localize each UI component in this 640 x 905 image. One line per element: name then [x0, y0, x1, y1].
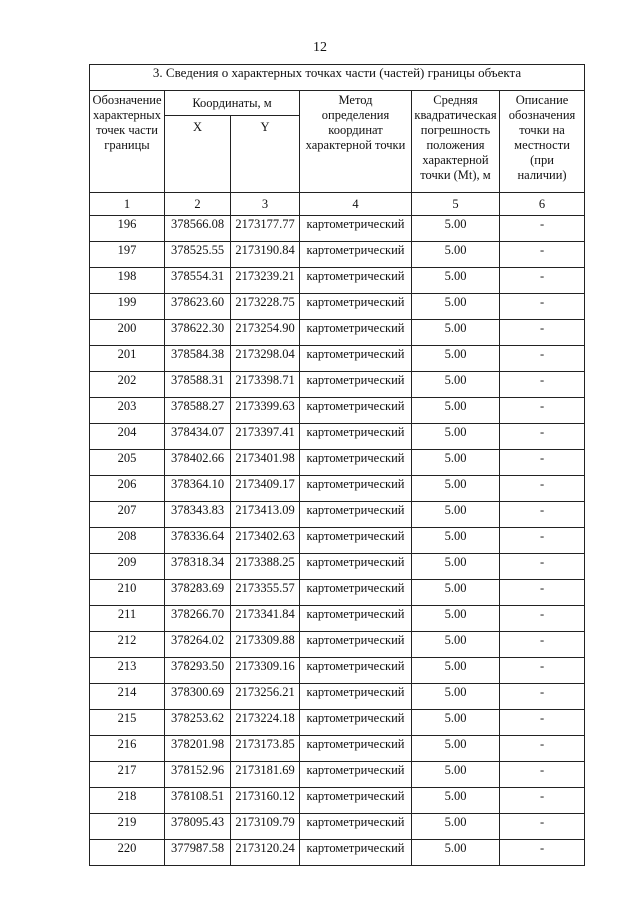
cell-point-number: 215 — [90, 710, 165, 736]
cell-x: 378588.27 — [165, 398, 231, 424]
header-description: Описание обозначения точки на местности (при наличии) — [500, 91, 585, 193]
cell-y: 2173224.18 — [231, 710, 300, 736]
cell-y: 2173355.57 — [231, 580, 300, 606]
cell-point-number: 212 — [90, 632, 165, 658]
cell-error: 5.00 — [412, 762, 500, 788]
table-row — [90, 294, 585, 320]
cell-x: 378554.31 — [165, 268, 231, 294]
cell-method: картометрический — [300, 658, 412, 684]
cell-description: - — [500, 788, 585, 814]
cell-error: 5.00 — [412, 658, 500, 684]
table-row — [90, 268, 585, 294]
cell-description: - — [500, 736, 585, 762]
column-numbers-row — [90, 193, 585, 216]
table-row — [90, 372, 585, 398]
cell-description: - — [500, 632, 585, 658]
table-row — [90, 788, 585, 814]
cell-x: 378622.30 — [165, 320, 231, 346]
cell-x: 378434.07 — [165, 424, 231, 450]
cell-method: картометрический — [300, 424, 412, 450]
cell-error: 5.00 — [412, 398, 500, 424]
cell-x: 378095.43 — [165, 814, 231, 840]
cell-error: 5.00 — [412, 814, 500, 840]
cell-description: - — [500, 216, 585, 242]
cell-point-number: 219 — [90, 814, 165, 840]
cell-error: 5.00 — [412, 840, 500, 866]
cell-description: - — [500, 762, 585, 788]
cell-y: 2173298.04 — [231, 346, 300, 372]
table-row — [90, 502, 585, 528]
cell-method: картометрический — [300, 528, 412, 554]
cell-method: картометрический — [300, 788, 412, 814]
cell-point-number: 216 — [90, 736, 165, 762]
cell-y: 2173254.90 — [231, 320, 300, 346]
table-row — [90, 632, 585, 658]
cell-method: картометрический — [300, 736, 412, 762]
cell-description: - — [500, 840, 585, 866]
cell-point-number: 209 — [90, 554, 165, 580]
cell-y: 2173309.88 — [231, 632, 300, 658]
table-row — [90, 684, 585, 710]
cell-point-number: 217 — [90, 762, 165, 788]
cell-y: 2173401.98 — [231, 450, 300, 476]
cell-description: - — [500, 320, 585, 346]
cell-error: 5.00 — [412, 554, 500, 580]
cell-description: - — [500, 476, 585, 502]
cell-point-number: 218 — [90, 788, 165, 814]
cell-x: 378201.98 — [165, 736, 231, 762]
cell-y: 2173341.84 — [231, 606, 300, 632]
cell-y: 2173402.63 — [231, 528, 300, 554]
cell-method: картометрический — [300, 502, 412, 528]
table-row — [90, 658, 585, 684]
cell-y: 2173413.09 — [231, 502, 300, 528]
cell-x: 378266.70 — [165, 606, 231, 632]
cell-description: - — [500, 294, 585, 320]
cell-point-number: 200 — [90, 320, 165, 346]
cell-y: 2173190.84 — [231, 242, 300, 268]
cell-x: 378566.08 — [165, 216, 231, 242]
cell-point-number: 208 — [90, 528, 165, 554]
cell-description: - — [500, 658, 585, 684]
table-row — [90, 216, 585, 242]
cell-method: картометрический — [300, 450, 412, 476]
cell-description: - — [500, 814, 585, 840]
cell-error: 5.00 — [412, 580, 500, 606]
header-y: Y — [231, 116, 300, 193]
cell-error: 5.00 — [412, 320, 500, 346]
header-error: Средняя квадратическая погрешность положения характерной точки (Mt), м — [412, 91, 500, 193]
cell-description: - — [500, 580, 585, 606]
column-number: 1 — [90, 193, 165, 216]
cell-x: 378336.64 — [165, 528, 231, 554]
cell-x: 378525.55 — [165, 242, 231, 268]
table-row — [90, 528, 585, 554]
cell-method: картометрический — [300, 710, 412, 736]
cell-method: картометрический — [300, 268, 412, 294]
header-x: X — [165, 116, 231, 193]
cell-x: 378364.10 — [165, 476, 231, 502]
cell-x: 378588.31 — [165, 372, 231, 398]
cell-description: - — [500, 450, 585, 476]
cell-method: картометрический — [300, 294, 412, 320]
cell-method: картометрический — [300, 476, 412, 502]
table-row — [90, 424, 585, 450]
cell-error: 5.00 — [412, 632, 500, 658]
cell-error: 5.00 — [412, 710, 500, 736]
cell-error: 5.00 — [412, 684, 500, 710]
cell-error: 5.00 — [412, 268, 500, 294]
cell-method: картометрический — [300, 762, 412, 788]
cell-description: - — [500, 710, 585, 736]
cell-y: 2173398.71 — [231, 372, 300, 398]
cell-error: 5.00 — [412, 450, 500, 476]
cell-y: 2173228.75 — [231, 294, 300, 320]
cell-y: 2173177.77 — [231, 216, 300, 242]
table-row — [90, 736, 585, 762]
cell-method: картометрический — [300, 840, 412, 866]
cell-point-number: 204 — [90, 424, 165, 450]
cell-point-number: 210 — [90, 580, 165, 606]
cell-point-number: 202 — [90, 372, 165, 398]
cell-y: 2173256.21 — [231, 684, 300, 710]
cell-point-number: 199 — [90, 294, 165, 320]
table-row — [90, 554, 585, 580]
column-number: 6 — [500, 193, 585, 216]
cell-point-number: 203 — [90, 398, 165, 424]
table-row — [90, 346, 585, 372]
cell-error: 5.00 — [412, 372, 500, 398]
cell-x: 378318.34 — [165, 554, 231, 580]
cell-point-number: 206 — [90, 476, 165, 502]
cell-y: 2173239.21 — [231, 268, 300, 294]
cell-error: 5.00 — [412, 502, 500, 528]
cell-y: 2173309.16 — [231, 658, 300, 684]
cell-point-number: 197 — [90, 242, 165, 268]
cell-point-number: 207 — [90, 502, 165, 528]
cell-description: - — [500, 606, 585, 632]
cell-point-number: 214 — [90, 684, 165, 710]
cell-y: 2173409.17 — [231, 476, 300, 502]
cell-y: 2173181.69 — [231, 762, 300, 788]
cell-error: 5.00 — [412, 216, 500, 242]
cell-x: 378402.66 — [165, 450, 231, 476]
column-number: 5 — [412, 193, 500, 216]
cell-description: - — [500, 398, 585, 424]
cell-point-number: 196 — [90, 216, 165, 242]
cell-description: - — [500, 684, 585, 710]
cell-x: 378293.50 — [165, 658, 231, 684]
cell-description: - — [500, 242, 585, 268]
table-row — [90, 840, 585, 866]
header-method: Метод определения координат характерной точки — [300, 91, 412, 193]
header-point-designation: Обозначение характерных точек части границы — [90, 91, 165, 193]
cell-description: - — [500, 346, 585, 372]
cell-error: 5.00 — [412, 606, 500, 632]
cell-method: картометрический — [300, 554, 412, 580]
cell-error: 5.00 — [412, 242, 500, 268]
cell-point-number: 220 — [90, 840, 165, 866]
cell-x: 378283.69 — [165, 580, 231, 606]
cell-x: 378300.69 — [165, 684, 231, 710]
table-row — [90, 762, 585, 788]
cell-x: 378343.83 — [165, 502, 231, 528]
cell-x: 378584.38 — [165, 346, 231, 372]
cell-method: картометрический — [300, 216, 412, 242]
cell-error: 5.00 — [412, 476, 500, 502]
cell-description: - — [500, 502, 585, 528]
page-number: 12 — [313, 40, 327, 55]
boundary-points-table — [89, 64, 585, 866]
cell-point-number: 201 — [90, 346, 165, 372]
table-row — [90, 476, 585, 502]
cell-description: - — [500, 424, 585, 450]
cell-point-number: 213 — [90, 658, 165, 684]
cell-error: 5.00 — [412, 736, 500, 762]
cell-description: - — [500, 554, 585, 580]
cell-y: 2173160.12 — [231, 788, 300, 814]
cell-description: - — [500, 528, 585, 554]
table-row — [90, 320, 585, 346]
cell-description: - — [500, 372, 585, 398]
cell-x: 378264.02 — [165, 632, 231, 658]
table-row — [90, 242, 585, 268]
table-row — [90, 606, 585, 632]
column-number: 3 — [231, 193, 300, 216]
cell-x: 378623.60 — [165, 294, 231, 320]
cell-point-number: 198 — [90, 268, 165, 294]
cell-method: картометрический — [300, 372, 412, 398]
cell-x: 378108.51 — [165, 788, 231, 814]
cell-method: картометрический — [300, 346, 412, 372]
cell-y: 2173388.25 — [231, 554, 300, 580]
table-row — [90, 580, 585, 606]
cell-x: 378152.96 — [165, 762, 231, 788]
cell-y: 2173173.85 — [231, 736, 300, 762]
table-row — [90, 710, 585, 736]
cell-method: картометрический — [300, 320, 412, 346]
cell-method: картометрический — [300, 632, 412, 658]
cell-error: 5.00 — [412, 346, 500, 372]
cell-y: 2173399.63 — [231, 398, 300, 424]
cell-method: картометрический — [300, 398, 412, 424]
cell-point-number: 211 — [90, 606, 165, 632]
table-row — [90, 450, 585, 476]
cell-error: 5.00 — [412, 424, 500, 450]
cell-x: 377987.58 — [165, 840, 231, 866]
cell-method: картометрический — [300, 814, 412, 840]
table-row — [90, 814, 585, 840]
cell-error: 5.00 — [412, 294, 500, 320]
header-coordinates: Координаты, м — [165, 91, 300, 116]
cell-y: 2173120.24 — [231, 840, 300, 866]
cell-x: 378253.62 — [165, 710, 231, 736]
cell-method: картометрический — [300, 242, 412, 268]
section-title: 3. Сведения о характерных точках части (частей) границы объекта — [90, 65, 585, 91]
cell-method: картометрический — [300, 684, 412, 710]
cell-point-number: 205 — [90, 450, 165, 476]
table-row — [90, 398, 585, 424]
column-number: 2 — [165, 193, 231, 216]
cell-y: 2173397.41 — [231, 424, 300, 450]
cell-error: 5.00 — [412, 528, 500, 554]
cell-y: 2173109.79 — [231, 814, 300, 840]
cell-error: 5.00 — [412, 788, 500, 814]
cell-method: картометрический — [300, 606, 412, 632]
cell-method: картометрический — [300, 580, 412, 606]
column-number: 4 — [300, 193, 412, 216]
cell-description: - — [500, 268, 585, 294]
